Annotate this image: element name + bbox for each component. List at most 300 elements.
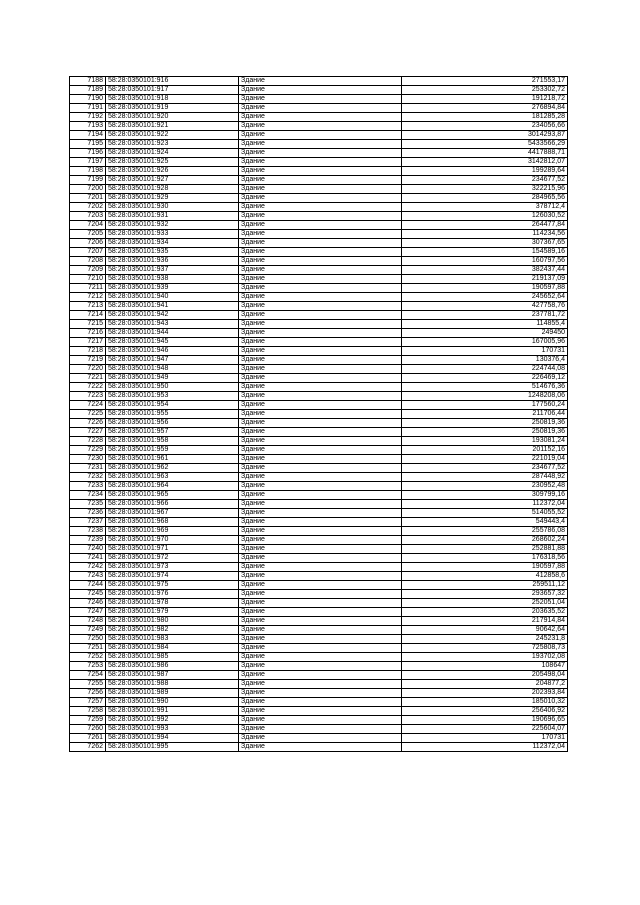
- cadastral-number: 58:28:0350101:919: [106, 104, 239, 113]
- object-type: Здание: [239, 203, 402, 212]
- object-type: Здание: [239, 320, 402, 329]
- cadastral-number: 58:28:0350101:966: [106, 500, 239, 509]
- cadastral-number: 58:28:0350101:928: [106, 185, 239, 194]
- table-row: [70, 671, 568, 680]
- row-number: 7253: [70, 662, 106, 671]
- object-type: Здание: [239, 185, 402, 194]
- cadastral-number: 58:28:0350101:946: [106, 347, 239, 356]
- cadastral-value: 378712,4: [402, 203, 568, 212]
- cadastral-number: 58:28:0350101:950: [106, 383, 239, 392]
- cadastral-value: 177560,24: [402, 401, 568, 410]
- cadastral-number: 58:28:0350101:963: [106, 473, 239, 482]
- table-row: [70, 410, 568, 419]
- cadastral-value: 252881,88: [402, 545, 568, 554]
- table-row: [70, 581, 568, 590]
- row-number: 7199: [70, 176, 106, 185]
- cadastral-value: 221019,04: [402, 455, 568, 464]
- cadastral-value: 245652,64: [402, 293, 568, 302]
- row-number: 7229: [70, 446, 106, 455]
- table-row: [70, 536, 568, 545]
- cadastral-value: 190597,88: [402, 284, 568, 293]
- cadastral-value: 112372,04: [402, 500, 568, 509]
- object-type: Здание: [239, 527, 402, 536]
- cadastral-value: 322215,96: [402, 185, 568, 194]
- cadastral-value: 245231,8: [402, 635, 568, 644]
- object-type: Здание: [239, 653, 402, 662]
- object-type: Здание: [239, 491, 402, 500]
- cadastral-number: 58:28:0350101:923: [106, 140, 239, 149]
- object-type: Здание: [239, 329, 402, 338]
- row-number: 7223: [70, 392, 106, 401]
- cadastral-number: 58:28:0350101:938: [106, 275, 239, 284]
- row-number: 7206: [70, 239, 106, 248]
- cadastral-value: 3142812,07: [402, 158, 568, 167]
- cadastral-value: 309799,16: [402, 491, 568, 500]
- row-number: 7257: [70, 698, 106, 707]
- cadastral-number: 58:28:0350101:931: [106, 212, 239, 221]
- table-row: [70, 257, 568, 266]
- cadastral-number: 58:28:0350101:929: [106, 194, 239, 203]
- table-row: [70, 329, 568, 338]
- cadastral-number: 58:28:0350101:942: [106, 311, 239, 320]
- object-type: Здание: [239, 509, 402, 518]
- table-row: [70, 284, 568, 293]
- object-type: Здание: [239, 284, 402, 293]
- object-type: Здание: [239, 257, 402, 266]
- table-row: [70, 617, 568, 626]
- object-type: Здание: [239, 626, 402, 635]
- row-number: 7209: [70, 266, 106, 275]
- cadastral-value: 211706,44: [402, 410, 568, 419]
- cadastral-number: 58:28:0350101:957: [106, 428, 239, 437]
- object-type: Здание: [239, 77, 402, 86]
- object-type: Здание: [239, 554, 402, 563]
- cadastral-number: 58:28:0350101:947: [106, 356, 239, 365]
- row-number: 7235: [70, 500, 106, 509]
- table-row: [70, 608, 568, 617]
- row-number: 7196: [70, 149, 106, 158]
- object-type: Здание: [239, 599, 402, 608]
- table-row: [70, 734, 568, 743]
- object-type: Здание: [239, 545, 402, 554]
- cadastral-number: 58:28:0350101:917: [106, 86, 239, 95]
- table-row: [70, 347, 568, 356]
- object-type: Здание: [239, 644, 402, 653]
- row-number: 7231: [70, 464, 106, 473]
- table-row: [70, 635, 568, 644]
- cadastral-value: 250819,36: [402, 428, 568, 437]
- cadastral-value: 112372,04: [402, 743, 568, 752]
- object-type: Здание: [239, 689, 402, 698]
- table-row: [70, 716, 568, 725]
- cadastral-number: 58:28:0350101:985: [106, 653, 239, 662]
- object-type: Здание: [239, 500, 402, 509]
- row-number: 7234: [70, 491, 106, 500]
- cadastral-value: 287448,92: [402, 473, 568, 482]
- cadastral-number: 58:28:0350101:959: [106, 446, 239, 455]
- table-row: [70, 653, 568, 662]
- cadastral-value: 160797,56: [402, 257, 568, 266]
- row-number: 7251: [70, 644, 106, 653]
- cadastral-number: 58:28:0350101:920: [106, 113, 239, 122]
- object-type: Здание: [239, 671, 402, 680]
- row-number: 7230: [70, 455, 106, 464]
- table-row: [70, 662, 568, 671]
- cadastral-number: 58:28:0350101:995: [106, 743, 239, 752]
- cadastral-table: [69, 76, 568, 752]
- cadastral-number: 58:28:0350101:941: [106, 302, 239, 311]
- row-number: 7202: [70, 203, 106, 212]
- row-number: 7195: [70, 140, 106, 149]
- row-number: 7213: [70, 302, 106, 311]
- table-row: [70, 185, 568, 194]
- row-number: 7219: [70, 356, 106, 365]
- row-number: 7250: [70, 635, 106, 644]
- object-type: Здание: [239, 698, 402, 707]
- cadastral-number: 58:28:0350101:953: [106, 392, 239, 401]
- row-number: 7262: [70, 743, 106, 752]
- row-number: 7201: [70, 194, 106, 203]
- table-body: [70, 77, 568, 752]
- cadastral-number: 58:28:0350101:916: [106, 77, 239, 86]
- table-row: [70, 212, 568, 221]
- cadastral-number: 58:28:0350101:994: [106, 734, 239, 743]
- row-number: 7224: [70, 401, 106, 410]
- table-row: [70, 311, 568, 320]
- table-row: [70, 203, 568, 212]
- object-type: Здание: [239, 743, 402, 752]
- object-type: Здание: [239, 311, 402, 320]
- table-row: [70, 320, 568, 329]
- table-row: [70, 698, 568, 707]
- row-number: 7192: [70, 113, 106, 122]
- table-row: [70, 104, 568, 113]
- table-row: [70, 77, 568, 86]
- table-row: [70, 302, 568, 311]
- cadastral-value: 1248208,06: [402, 392, 568, 401]
- table-row: [70, 428, 568, 437]
- row-number: 7255: [70, 680, 106, 689]
- row-number: 7241: [70, 554, 106, 563]
- table-row: [70, 383, 568, 392]
- object-type: Здание: [239, 473, 402, 482]
- cadastral-value: 114234,56: [402, 230, 568, 239]
- object-type: Здание: [239, 140, 402, 149]
- cadastral-value: 264477,84: [402, 221, 568, 230]
- object-type: Здание: [239, 635, 402, 644]
- cadastral-value: 203635,52: [402, 608, 568, 617]
- cadastral-number: 58:28:0350101:987: [106, 671, 239, 680]
- cadastral-value: 3014293,87: [402, 131, 568, 140]
- cadastral-value: 167005,96: [402, 338, 568, 347]
- row-number: 7260: [70, 725, 106, 734]
- cadastral-number: 58:28:0350101:922: [106, 131, 239, 140]
- object-type: Здание: [239, 446, 402, 455]
- cadastral-number: 58:28:0350101:991: [106, 707, 239, 716]
- table-row: [70, 437, 568, 446]
- cadastral-value: 412858,6: [402, 572, 568, 581]
- table-row: [70, 221, 568, 230]
- table-row: [70, 743, 568, 752]
- row-number: 7216: [70, 329, 106, 338]
- row-number: 7217: [70, 338, 106, 347]
- cadastral-value: 255786,08: [402, 527, 568, 536]
- object-type: Здание: [239, 464, 402, 473]
- cadastral-number: 58:28:0350101:943: [106, 320, 239, 329]
- cadastral-number: 58:28:0350101:990: [106, 698, 239, 707]
- object-type: Здание: [239, 572, 402, 581]
- cadastral-number: 58:28:0350101:976: [106, 590, 239, 599]
- cadastral-number: 58:28:0350101:955: [106, 410, 239, 419]
- object-type: Здание: [239, 95, 402, 104]
- table-row: [70, 167, 568, 176]
- object-type: Здание: [239, 455, 402, 464]
- object-type: Здание: [239, 104, 402, 113]
- row-number: 7240: [70, 545, 106, 554]
- cadastral-value: 514055,52: [402, 509, 568, 518]
- object-type: Здание: [239, 707, 402, 716]
- row-number: 7245: [70, 590, 106, 599]
- row-number: 7220: [70, 365, 106, 374]
- table-row: [70, 446, 568, 455]
- object-type: Здание: [239, 131, 402, 140]
- object-type: Здание: [239, 482, 402, 491]
- table-row: [70, 149, 568, 158]
- cadastral-value: 190597,88: [402, 563, 568, 572]
- cadastral-value: 185010,32: [402, 698, 568, 707]
- object-type: Здание: [239, 581, 402, 590]
- cadastral-value: 176318,56: [402, 554, 568, 563]
- row-number: 7204: [70, 221, 106, 230]
- cadastral-value: 250819,36: [402, 419, 568, 428]
- cadastral-number: 58:28:0350101:932: [106, 221, 239, 230]
- object-type: Здание: [239, 401, 402, 410]
- row-number: 7212: [70, 293, 106, 302]
- cadastral-value: 190696,65: [402, 716, 568, 725]
- object-type: Здание: [239, 590, 402, 599]
- table-row: [70, 500, 568, 509]
- cadastral-value: 225604,07: [402, 725, 568, 734]
- cadastral-number: 58:28:0350101:921: [106, 122, 239, 131]
- cadastral-value: 237781,72: [402, 311, 568, 320]
- table-row: [70, 239, 568, 248]
- object-type: Здание: [239, 167, 402, 176]
- row-number: 7208: [70, 257, 106, 266]
- cadastral-value: 193702,08: [402, 653, 568, 662]
- cadastral-value: 234056,66: [402, 122, 568, 131]
- cadastral-number: 58:28:0350101:936: [106, 257, 239, 266]
- object-type: Здание: [239, 419, 402, 428]
- table-row: [70, 518, 568, 527]
- row-number: 7237: [70, 518, 106, 527]
- cadastral-value: 170731: [402, 347, 568, 356]
- cadastral-value: 226469,12: [402, 374, 568, 383]
- cadastral-value: 4417888,71: [402, 149, 568, 158]
- cadastral-value: 307367,65: [402, 239, 568, 248]
- row-number: 7261: [70, 734, 106, 743]
- object-type: Здание: [239, 428, 402, 437]
- object-type: Здание: [239, 437, 402, 446]
- row-number: 7247: [70, 608, 106, 617]
- object-type: Здание: [239, 392, 402, 401]
- row-number: 7258: [70, 707, 106, 716]
- table-row: [70, 401, 568, 410]
- row-number: 7218: [70, 347, 106, 356]
- cadastral-number: 58:28:0350101:954: [106, 401, 239, 410]
- cadastral-value: 90642,64: [402, 626, 568, 635]
- row-number: 7197: [70, 158, 106, 167]
- cadastral-number: 58:28:0350101:989: [106, 689, 239, 698]
- row-number: 7211: [70, 284, 106, 293]
- cadastral-value: 725808,73: [402, 644, 568, 653]
- row-number: 7252: [70, 653, 106, 662]
- table-row: [70, 509, 568, 518]
- cadastral-value: 204877,2: [402, 680, 568, 689]
- row-number: 7198: [70, 167, 106, 176]
- cadastral-number: 58:28:0350101:918: [106, 95, 239, 104]
- cadastral-number: 58:28:0350101:968: [106, 518, 239, 527]
- row-number: 7193: [70, 122, 106, 131]
- row-number: 7188: [70, 77, 106, 86]
- cadastral-number: 58:28:0350101:961: [106, 455, 239, 464]
- cadastral-number: 58:28:0350101:967: [106, 509, 239, 518]
- table-row: [70, 473, 568, 482]
- table-row: [70, 293, 568, 302]
- cadastral-number: 58:28:0350101:993: [106, 725, 239, 734]
- cadastral-value: 256406,92: [402, 707, 568, 716]
- table-row: [70, 248, 568, 257]
- table-row: [70, 626, 568, 635]
- cadastral-value: 224744,08: [402, 365, 568, 374]
- cadastral-number: 58:28:0350101:980: [106, 617, 239, 626]
- row-number: 7248: [70, 617, 106, 626]
- cadastral-value: 108647: [402, 662, 568, 671]
- table-row: [70, 572, 568, 581]
- table-row: [70, 527, 568, 536]
- row-number: 7194: [70, 131, 106, 140]
- cadastral-number: 58:28:0350101:958: [106, 437, 239, 446]
- cadastral-number: 58:28:0350101:926: [106, 167, 239, 176]
- cadastral-value: 382437,44: [402, 266, 568, 275]
- row-number: 7222: [70, 383, 106, 392]
- object-type: Здание: [239, 194, 402, 203]
- cadastral-value: 126030,52: [402, 212, 568, 221]
- object-type: Здание: [239, 347, 402, 356]
- row-number: 7227: [70, 428, 106, 437]
- cadastral-value: 181285,28: [402, 113, 568, 122]
- object-type: Здание: [239, 212, 402, 221]
- row-number: 7200: [70, 185, 106, 194]
- row-number: 7244: [70, 581, 106, 590]
- cadastral-value: 234677,52: [402, 464, 568, 473]
- table-row: [70, 707, 568, 716]
- table-row: [70, 464, 568, 473]
- table-row: [70, 374, 568, 383]
- object-type: Здание: [239, 239, 402, 248]
- row-number: 7256: [70, 689, 106, 698]
- cadastral-value: 114855,4: [402, 320, 568, 329]
- cadastral-value: 202393,84: [402, 689, 568, 698]
- cadastral-number: 58:28:0350101:924: [106, 149, 239, 158]
- cadastral-number: 58:28:0350101:934: [106, 239, 239, 248]
- row-number: 7228: [70, 437, 106, 446]
- cadastral-number: 58:28:0350101:975: [106, 581, 239, 590]
- object-type: Здание: [239, 149, 402, 158]
- cadastral-value: 205498,04: [402, 671, 568, 680]
- cadastral-number: 58:28:0350101:945: [106, 338, 239, 347]
- row-number: 7221: [70, 374, 106, 383]
- object-type: Здание: [239, 113, 402, 122]
- cadastral-value: 427758,76: [402, 302, 568, 311]
- cadastral-number: 58:28:0350101:971: [106, 545, 239, 554]
- cadastral-value: 293657,32: [402, 590, 568, 599]
- table-row: [70, 455, 568, 464]
- object-type: Здание: [239, 302, 402, 311]
- cadastral-value: 259511,12: [402, 581, 568, 590]
- table-row: [70, 131, 568, 140]
- object-type: Здание: [239, 356, 402, 365]
- cadastral-number: 58:28:0350101:925: [106, 158, 239, 167]
- cadastral-value: 130376,4: [402, 356, 568, 365]
- object-type: Здание: [239, 338, 402, 347]
- row-number: 7239: [70, 536, 106, 545]
- table-row: [70, 689, 568, 698]
- row-number: 7232: [70, 473, 106, 482]
- object-type: Здание: [239, 608, 402, 617]
- table-row: [70, 419, 568, 428]
- row-number: 7226: [70, 419, 106, 428]
- cadastral-value: 284965,56: [402, 194, 568, 203]
- row-number: 7210: [70, 275, 106, 284]
- table-row: [70, 725, 568, 734]
- cadastral-number: 58:28:0350101:982: [106, 626, 239, 635]
- object-type: Здание: [239, 374, 402, 383]
- table-row: [70, 158, 568, 167]
- table-row: [70, 590, 568, 599]
- object-type: Здание: [239, 230, 402, 239]
- row-number: 7243: [70, 572, 106, 581]
- cadastral-number: 58:28:0350101:984: [106, 644, 239, 653]
- table-row: [70, 176, 568, 185]
- cadastral-value: 268602,24: [402, 536, 568, 545]
- object-type: Здание: [239, 410, 402, 419]
- cadastral-value: 193081,24: [402, 437, 568, 446]
- object-type: Здание: [239, 275, 402, 284]
- row-number: 7191: [70, 104, 106, 113]
- cadastral-value: 170731: [402, 734, 568, 743]
- table-row: [70, 491, 568, 500]
- object-type: Здание: [239, 158, 402, 167]
- table-row: [70, 680, 568, 689]
- cadastral-number: 58:28:0350101:949: [106, 374, 239, 383]
- table-row: [70, 95, 568, 104]
- cadastral-value: 249450: [402, 329, 568, 338]
- object-type: Здание: [239, 662, 402, 671]
- object-type: Здание: [239, 716, 402, 725]
- row-number: 7242: [70, 563, 106, 572]
- cadastral-number: 58:28:0350101:933: [106, 230, 239, 239]
- cadastral-number: 58:28:0350101:979: [106, 608, 239, 617]
- table-row: [70, 599, 568, 608]
- object-type: Здание: [239, 734, 402, 743]
- cadastral-number: 58:28:0350101:972: [106, 554, 239, 563]
- row-number: 7205: [70, 230, 106, 239]
- cadastral-number: 58:28:0350101:983: [106, 635, 239, 644]
- table-row: [70, 275, 568, 284]
- table-row: [70, 482, 568, 491]
- table-row: [70, 365, 568, 374]
- cadastral-number: 58:28:0350101:930: [106, 203, 239, 212]
